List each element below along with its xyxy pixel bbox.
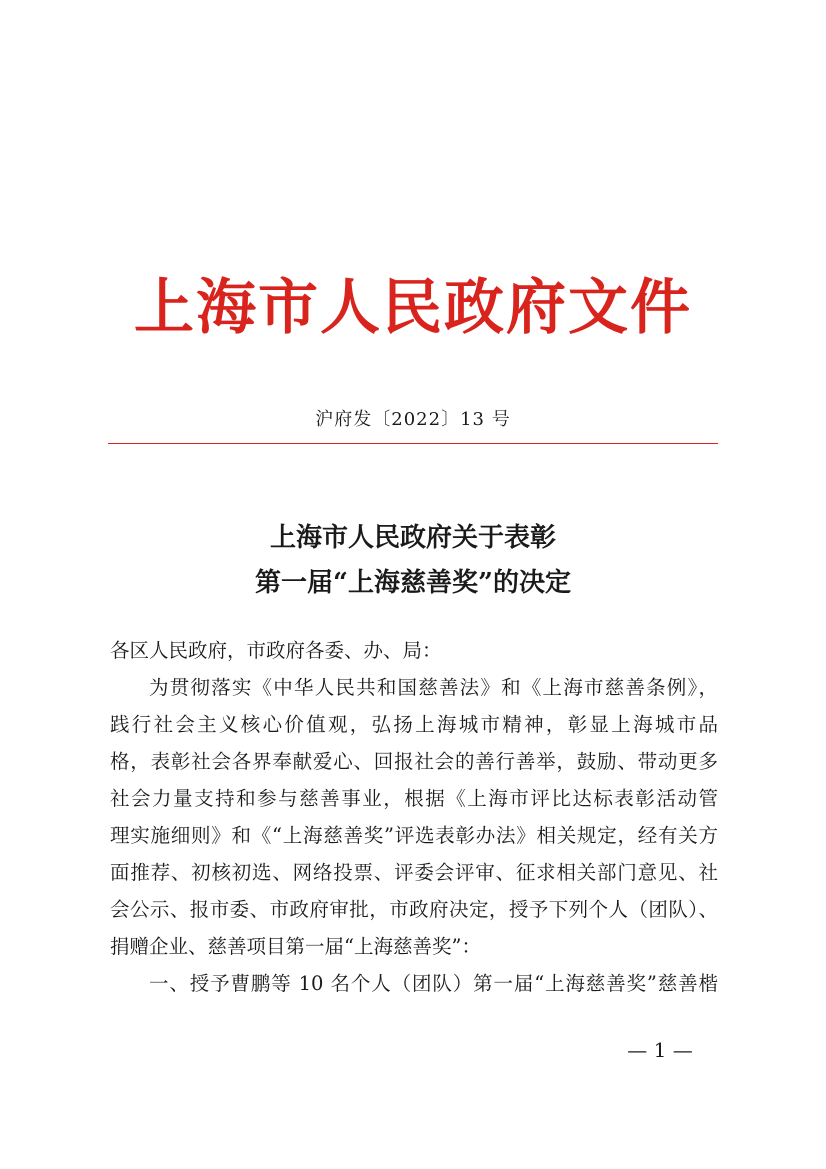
paragraph-2-line-1: 一、授予曹鹏等 10 名个人（团队）第一届“上海慈善奖”慈善楷 (149, 972, 718, 995)
paragraph-1-line-4: 社会力量支持和参与慈善事业，根据《上海市评比达标表彰活动管 (110, 787, 718, 810)
paragraph-1-line-3: 格，表彰社会各界奉献爱心、回报社会的善行善举，鼓励、带动更多 (110, 750, 718, 773)
document-masthead: 上海市人民政府文件 (134, 273, 692, 343)
document-title-line-1: 上海市人民政府关于表彰 (269, 523, 556, 553)
red-divider-line (108, 443, 718, 444)
paragraph-1-line-8: 捐赠企业、慈善项目第一届“上海慈善奖”： (110, 935, 481, 958)
page-number: — 1 — (627, 1038, 693, 1062)
document-body (110, 632, 718, 1002)
salutation: 各区人民政府，市政府各委、办、局： (110, 639, 442, 662)
paragraph-1-line-7: 会公示、报市委、市政府审批，市政府决定，授予下列个人（团队）、 (110, 898, 718, 921)
document-title-line-2: 第一届“上海慈善奖”的决定 (255, 568, 571, 598)
paragraph-1-line-6: 面推荐、初核初选、网络投票、评委会评审、征求相关部门意见、社 (110, 861, 718, 884)
document-number: 沪府发〔2022〕13 号 (315, 409, 511, 430)
paragraph-1-line-5: 理实施细则》和《“上海慈善奖”评选表彰办法》相关规定，经有关方 (110, 824, 718, 847)
paragraph-1-line-1: 为贯彻落实《中华人民共和国慈善法》和《上海市慈善条例》， (149, 676, 718, 699)
paragraph-1-line-2: 践行社会主义核心价值观，弘扬上海城市精神，彰显上海城市品 (110, 713, 718, 736)
